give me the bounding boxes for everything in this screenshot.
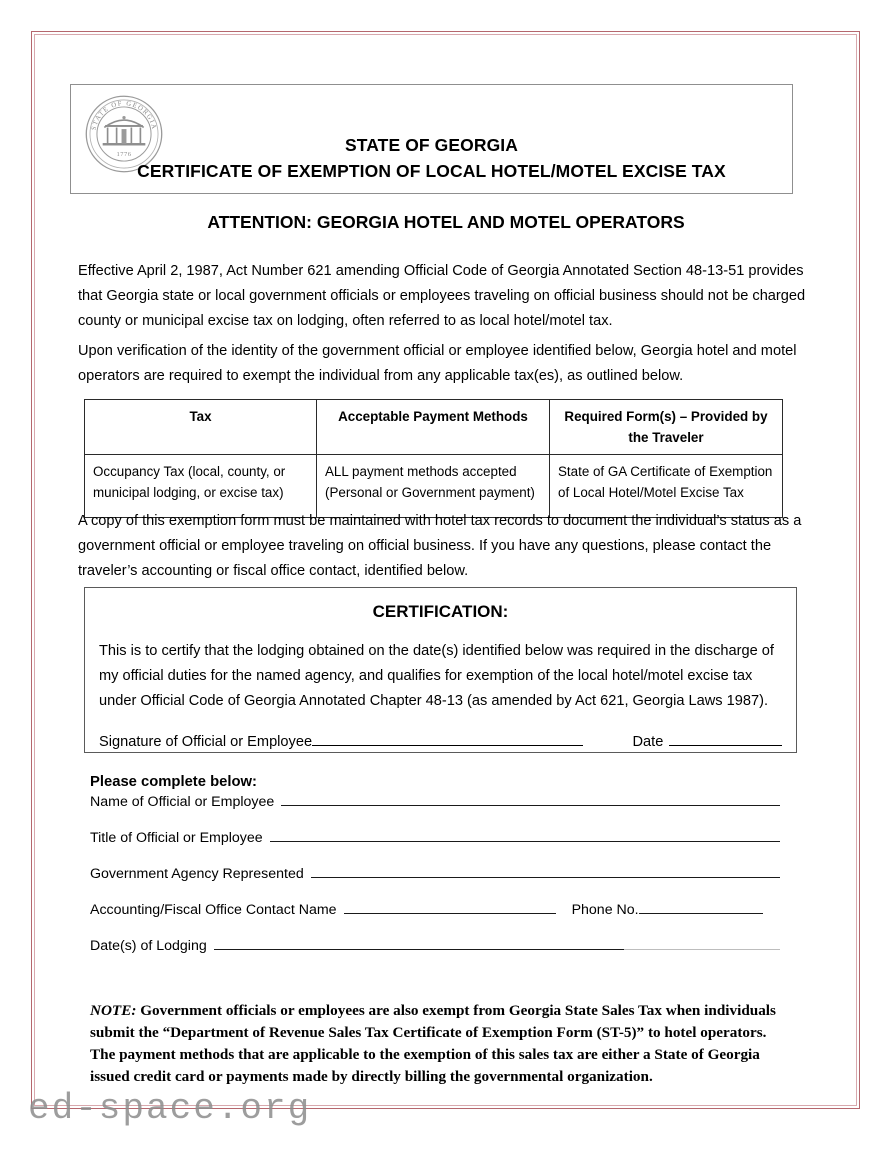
signature-row xyxy=(99,732,782,750)
records-paragraph: A copy of this exemption form must be maintained with hotel tax records to document the individual’s status as a government official or employee traveling on official business. If you have any questions, please contact the traveler’s accounting or fiscal office contact, identified below. xyxy=(78,513,802,579)
document-header-box xyxy=(70,84,793,194)
attention-heading: ATTENTION: GEORGIA HOTEL AND MOTEL OPERATORS xyxy=(207,212,685,232)
field-input-dates[interactable] xyxy=(214,937,624,950)
table-header-tax: Tax xyxy=(85,400,317,455)
signature-input[interactable] xyxy=(312,732,582,746)
field-row-dates xyxy=(90,937,780,954)
field-input-title[interactable] xyxy=(270,829,780,842)
certification-title: CERTIFICATION: xyxy=(372,602,509,621)
header-title-line1: STATE OF GEORGIA xyxy=(344,135,519,155)
svg-text:1776: 1776 xyxy=(116,151,132,159)
field-label-dates: Date(s) of Lodging xyxy=(90,938,207,954)
field-input-dates-continuation[interactable] xyxy=(624,937,780,950)
table-header-payment-methods: Acceptable Payment Methods xyxy=(317,400,550,455)
intro-paragraph-2: Upon verification of the identity of the government official or employee identified below, Georgia hotel and motel operators are required to exempt the individual from any applicable tax(es), as outlined below. xyxy=(78,343,797,384)
field-label-agency: Government Agency Represented xyxy=(90,866,304,882)
table-cell-required-forms: State of GA Certificate of Exemption of Local Hotel/Motel Excise Tax xyxy=(550,455,783,518)
field-label-contact: Accounting/Fiscal Office Contact Name xyxy=(90,902,337,918)
tax-requirements-table xyxy=(84,399,783,518)
table-header-row xyxy=(85,400,783,455)
note-text: Government officials or employees are also exempt from Georgia State Sales Tax when individuals submit the “Department of Revenue Sales Tax Certificate of Exemption Form (ST-5)” to hotel operators. The payment methods that are applicable to the exemption of this sales tax are either a State of Georgia issued credit card or payments made by directly billing the governmental organization. xyxy=(90,1002,776,1085)
field-row-title xyxy=(90,829,780,846)
table-cell-payment-methods: ALL payment methods accepted (Personal or Government payment) xyxy=(317,455,550,518)
field-input-phone[interactable] xyxy=(639,901,763,914)
field-input-agency[interactable] xyxy=(311,865,780,878)
header-title-line2: CERTIFICATE OF EXEMPTION OF LOCAL HOTEL/MOTEL EXCISE TAX xyxy=(137,161,726,181)
table-cell-tax: Occupancy Tax (local, county, or municipal lodging, or excise tax) xyxy=(85,455,317,518)
intro-paragraph-1: Effective April 2, 1987, Act Number 621 amending Official Code of Georgia Annotated Section 48-13-51 provides that Georgia state or local government officials or employees traveling on official business should not be charged county or municipal excise tax on lodging, often referred to as local hotel/motel tax. xyxy=(78,263,806,329)
note-paragraph xyxy=(90,1000,780,1088)
note-lead-label: NOTE: xyxy=(90,1002,137,1019)
certification-body: This is to certify that the lodging obtained on the date(s) identified below was required in the discharge of my official duties for the named agency, and qualifies for exemption of the local hotel/motel excise tax under Official Code of Georgia Annotated Chapter 48-13 (as amended by Act 621, Georgia Laws 1987). xyxy=(99,643,774,709)
field-label-title: Title of Official or Employee xyxy=(90,830,263,846)
signature-date-input[interactable] xyxy=(669,732,782,746)
field-row-name xyxy=(90,793,780,810)
table-header-required-forms: Required Form(s) – Provided by the Traveler xyxy=(550,400,783,455)
certification-box xyxy=(84,587,797,753)
field-row-contact xyxy=(90,901,780,918)
field-label-name: Name of Official or Employee xyxy=(90,794,275,810)
field-row-agency xyxy=(90,865,780,882)
complete-below-heading: Please complete below: xyxy=(90,774,257,790)
signature-label: Signature of Official or Employee xyxy=(99,734,313,750)
header-title-group xyxy=(71,85,792,193)
field-input-name[interactable] xyxy=(281,793,780,806)
field-label-phone: Phone No. xyxy=(571,902,639,918)
svg-text:STATE OF GEORGIA: STATE OF GEORGIA xyxy=(90,100,158,131)
signature-date-label: Date xyxy=(632,734,664,750)
site-watermark: ed-space.org xyxy=(28,1088,312,1129)
field-input-contact[interactable] xyxy=(344,901,556,914)
